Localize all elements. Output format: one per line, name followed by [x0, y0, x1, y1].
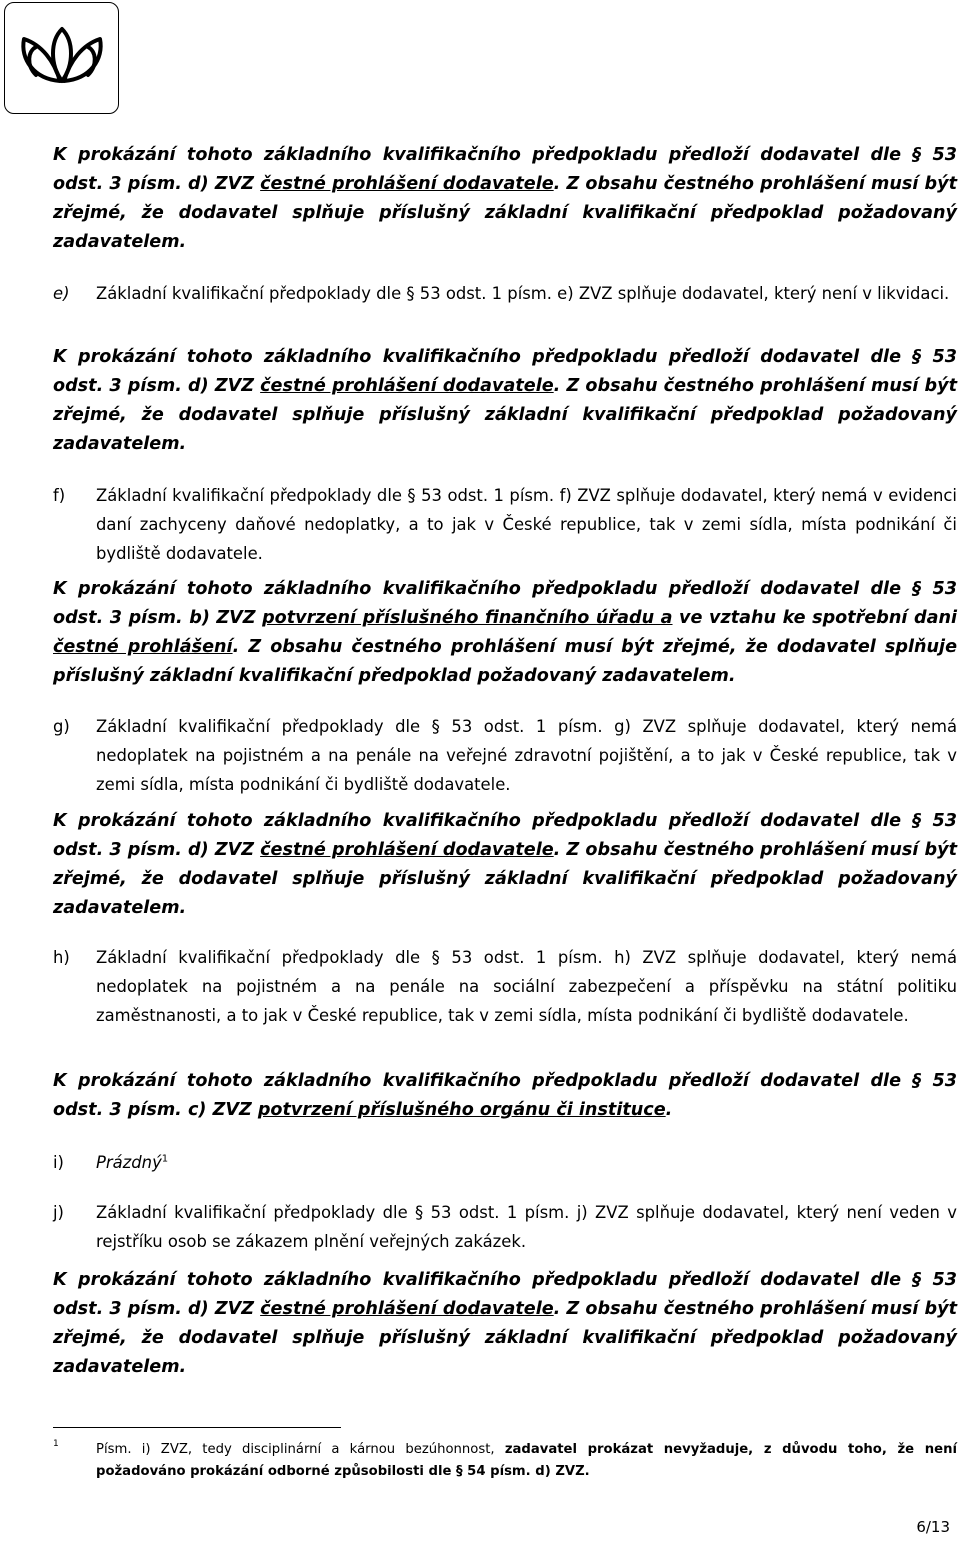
list-item-text: Základní kvalifikační předpoklady dle § 53 odst. 1 písm. h) ZVZ splňuje dodavatel, který nemá nedoplatek na pojistném a na penále na sociální zabezpečení a příspěvku na státní politiku zaměstnanosti, a to jak v České republice, tak v zemi sídla, místa podnikání či bydliště dodavatele. [96, 948, 957, 1025]
list-item-text: Prázdný [96, 1153, 162, 1172]
list-letter: f) [53, 486, 66, 505]
list-item-text: Základní kvalifikační předpoklady dle § 53 odst. 1 písm. j) ZVZ splňuje dodavatel, který není veden v rejstříku osob se zákazem plnění veřejných zakázek. [96, 1203, 957, 1251]
list-letter: i) [53, 1153, 64, 1172]
list-letter: g) [53, 717, 70, 736]
footnote-number: 1 [53, 1439, 59, 1449]
footnote [53, 1439, 957, 1483]
list-item-e [53, 279, 957, 308]
list-letter: h) [53, 948, 70, 967]
footnote-ref[interactable]: 1 [161, 1153, 169, 1165]
list-item-f [53, 481, 957, 568]
page-number: 6/13 [916, 1518, 950, 1536]
list-letter: e) [53, 284, 70, 303]
lotus-logo-icon [14, 25, 110, 87]
requirement-paragraph: K prokázání tohoto základního kvalifikačního předpokladu předloží dodavatel dle § 53 odst. 3 písm. d) ZVZ čestné prohlášení dodavatele. Z obsahu čestného prohlášení musí být zřejmé, že dodavatel splňuje příslušný základní kvalifikační předpoklad požadovaný zadavatelem. [53, 347, 957, 454]
company-logo [4, 2, 119, 114]
footnote-bold-text: zadavatel prokázat nevyžaduje, z důvodu toho, že není požadováno prokázání odborné způsobilosti dle § 54 písm. d) ZVZ. [96, 1442, 957, 1479]
requirement-paragraph: K prokázání tohoto základního kvalifikačního předpokladu předloží dodavatel dle § 53 odst. 3 písm. b) ZVZ potvrzení příslušného finančního úřadu a ve vztahu ke spotřební dani čestné prohlášení. Z obsahu čestného prohlášení musí být zřejmé, že dodavatel splňuje příslušný základní kvalifikační předpoklad požadovaný zadavatelem. [53, 579, 958, 686]
list-item-g [53, 712, 957, 799]
list-item-h [53, 943, 957, 1030]
requirement-paragraph: K prokázání tohoto základního kvalifikačního předpokladu předloží dodavatel dle § 53 odst. 3 písm. d) ZVZ čestné prohlášení dodavatele. Z obsahu čestného prohlášení musí být zřejmé, že dodavatel splňuje příslušný základní kvalifikační předpoklad požadovaný zadavatelem. [53, 1270, 957, 1377]
requirement-paragraph: K prokázání tohoto základního kvalifikačního předpokladu předloží dodavatel dle § 53 odst. 3 písm. c) ZVZ potvrzení příslušného orgánu či instituce. [53, 1071, 957, 1120]
list-item-text: Základní kvalifikační předpoklady dle § 53 odst. 1 písm. f) ZVZ splňuje dodavatel, který nemá v evidenci daní zachyceny daňové nedoplatky, a to jak v České republice, tak v zemi sídla, místa podnikání či bydliště dodavatele. [96, 486, 957, 563]
requirement-paragraph: K prokázání tohoto základního kvalifikačního předpokladu předloží dodavatel dle § 53 odst. 3 písm. d) ZVZ čestné prohlášení dodavatele. Z obsahu čestného prohlášení musí být zřejmé, že dodavatel splňuje příslušný základní kvalifikační předpoklad požadovaný zadavatelem. [53, 145, 957, 252]
footnote-divider [53, 1427, 341, 1428]
list-item-text: Základní kvalifikační předpoklady dle § 53 odst. 1 písm. g) ZVZ splňuje dodavatel, který nemá nedoplatek na pojistném a na penále na veřejné zdravotní pojištění, a to jak v České republice, tak v zemi sídla, místa podnikání či bydliště dodavatele. [96, 717, 957, 794]
requirement-paragraph: K prokázání tohoto základního kvalifikačního předpokladu předloží dodavatel dle § 53 odst. 3 písm. d) ZVZ čestné prohlášení dodavatele. Z obsahu čestného prohlášení musí být zřejmé, že dodavatel splňuje příslušný základní kvalifikační předpoklad požadovaný zadavatelem. [53, 811, 957, 918]
list-letter: j) [53, 1203, 64, 1222]
footnote-text: Písm. i) ZVZ, tedy disciplinární a kárnou bezúhonnost, [96, 1442, 505, 1457]
list-item-j [53, 1198, 957, 1256]
list-item-text: Základní kvalifikační předpoklady dle § 53 odst. 1 písm. e) ZVZ splňuje dodavatel, který není v likvidaci. [96, 284, 950, 303]
list-item-i [53, 1148, 957, 1177]
